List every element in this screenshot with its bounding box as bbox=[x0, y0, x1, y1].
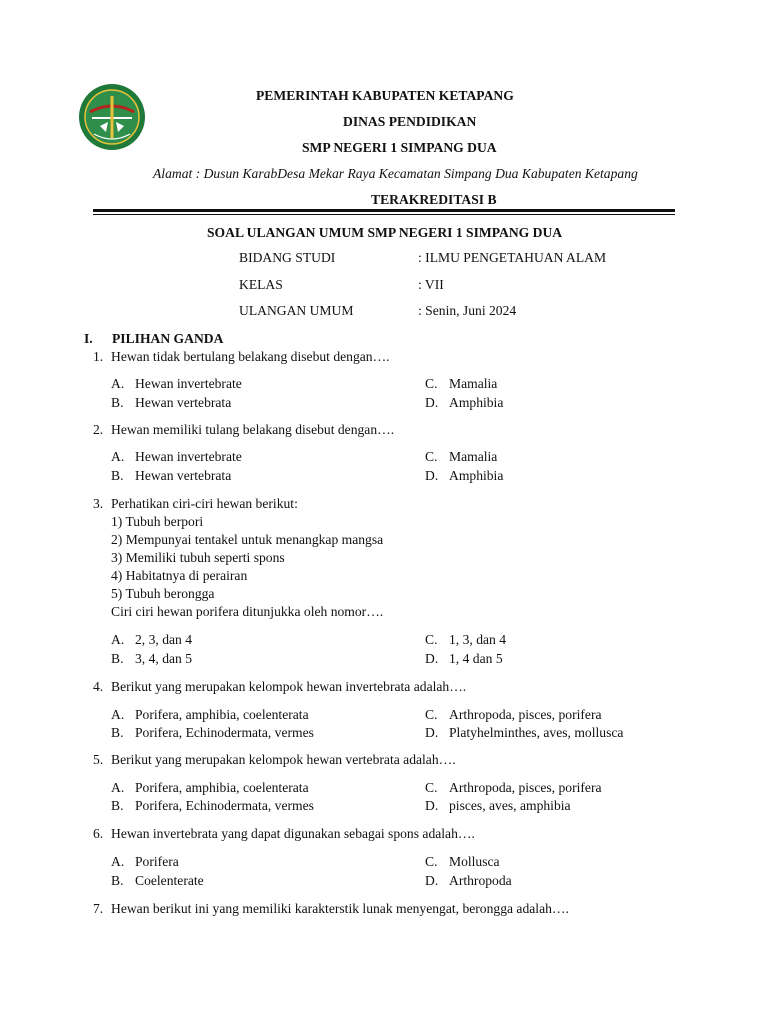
option-d[interactable]: D. Amphibia bbox=[425, 468, 504, 483]
option-a[interactable]: A. Porifera, amphibia, coelenterata bbox=[111, 707, 309, 722]
option-d[interactable]: D. pisces, aves, amphibia bbox=[425, 798, 571, 813]
option-c[interactable]: C. Arthropoda, pisces, porifera bbox=[425, 780, 602, 795]
exam-title: SOAL ULANGAN UMUM SMP NEGERI 1 SIMPANG DUA bbox=[207, 225, 563, 240]
option-a[interactable]: A. Hewan invertebrate bbox=[111, 449, 242, 464]
accreditation-label: TERAKREDITASI B bbox=[371, 192, 497, 207]
option-d[interactable]: D. Amphibia bbox=[425, 395, 504, 410]
exam-info-label: KELAS bbox=[239, 277, 283, 292]
option-b[interactable]: B. 3, 4, dan 5 bbox=[111, 651, 193, 666]
question-number: 5. bbox=[93, 752, 104, 767]
question-text: Perhatikan ciri-ciri hewan berikut: bbox=[111, 496, 298, 511]
option-b[interactable]: B. Porifera, Echinodermata, vermes bbox=[111, 798, 314, 813]
question bbox=[93, 901, 569, 917]
question-number: 3. bbox=[93, 496, 104, 511]
question-text: Berikut yang merupakan kelompok hewan vertebrata adalah…. bbox=[111, 752, 456, 767]
exam-info-value: : ILMU PENGETAHUAN ALAM bbox=[418, 250, 607, 265]
question-text: Hewan memiliki tulang belakang disebut dengan…. bbox=[111, 422, 395, 437]
option-a[interactable]: A. Porifera, amphibia, coelenterata bbox=[111, 780, 309, 795]
option-d[interactable]: D. 1, 4 dan 5 bbox=[425, 651, 503, 666]
question bbox=[93, 496, 298, 512]
section-numeral: I. bbox=[84, 331, 93, 346]
question bbox=[93, 422, 394, 438]
header-line3: SMP NEGERI 1 SIMPANG DUA bbox=[302, 140, 497, 155]
list-item: 5) Tubuh berongga bbox=[111, 586, 215, 601]
option-c[interactable]: C. Mollusca bbox=[425, 854, 500, 869]
header-divider-thick bbox=[93, 209, 675, 212]
option-d[interactable]: D. Arthropoda bbox=[425, 873, 512, 888]
exam-info-value: : VII bbox=[418, 277, 444, 292]
question bbox=[93, 826, 475, 842]
option-d[interactable]: D. Platyhelminthes, aves, mollusca bbox=[425, 725, 624, 740]
question-text: Hewan berikut ini yang memiliki karakterstik lunak menyengat, berongga adalah…. bbox=[111, 901, 569, 916]
header-divider-thin bbox=[93, 214, 675, 215]
list-item: 1) Tubuh berpori bbox=[111, 514, 204, 529]
school-address: Alamat : Dusun KarabDesa Mekar Raya Kecamatan Simpang Dua Kabupaten Ketapang bbox=[153, 166, 638, 181]
question-text: Berikut yang merupakan kelompok hewan invertebrata adalah…. bbox=[111, 679, 467, 694]
exam-info-label: ULANGAN UMUM bbox=[239, 303, 354, 318]
option-a[interactable]: A. Hewan invertebrate bbox=[111, 376, 242, 391]
question bbox=[93, 349, 390, 365]
option-a[interactable]: A. Porifera bbox=[111, 854, 179, 869]
question-number: 6. bbox=[93, 826, 104, 841]
option-c[interactable]: C. Arthropoda, pisces, porifera bbox=[425, 707, 602, 722]
header-line1: PEMERINTAH KABUPATEN KETAPANG bbox=[256, 88, 514, 103]
option-c[interactable]: C. Mamalia bbox=[425, 376, 498, 391]
list-item: 2) Mempunyai tentakel untuk menangkap mangsa bbox=[111, 532, 384, 547]
question-number: 2. bbox=[93, 422, 104, 437]
list-item: 4) Habitatnya di perairan bbox=[111, 568, 248, 583]
question-number: 1. bbox=[93, 349, 104, 364]
question bbox=[93, 752, 456, 768]
question-number: 4. bbox=[93, 679, 104, 694]
option-b[interactable]: B. Porifera, Echinodermata, vermes bbox=[111, 725, 314, 740]
question-number: 7. bbox=[93, 901, 104, 916]
option-c[interactable]: C. 1, 3, dan 4 bbox=[425, 632, 507, 647]
question bbox=[93, 679, 466, 695]
exam-info-label: BIDANG STUDI bbox=[239, 250, 336, 265]
option-c[interactable]: C. Mamalia bbox=[425, 449, 498, 464]
option-a[interactable]: A. 2, 3, dan 4 bbox=[111, 632, 193, 647]
school-logo bbox=[76, 82, 148, 152]
option-b[interactable]: B. Hewan vertebrata bbox=[111, 468, 232, 483]
list-item: 3) Memiliki tubuh seperti spons bbox=[111, 550, 285, 565]
exam-info-value: : Senin, Juni 2024 bbox=[418, 303, 517, 318]
question-text: Hewan invertebrata yang dapat digunakan sebagai spons adalah…. bbox=[111, 826, 475, 841]
option-b[interactable]: B. Coelenterate bbox=[111, 873, 204, 888]
question-text: Hewan tidak bertulang belakang disebut dengan…. bbox=[111, 349, 390, 364]
section-title: PILIHAN GANDA bbox=[112, 331, 224, 346]
option-b[interactable]: B. Hewan vertebrata bbox=[111, 395, 232, 410]
question-prompt: Ciri ciri hewan porifera ditunjukka oleh nomor…. bbox=[111, 604, 384, 619]
header-line2: DINAS PENDIDIKAN bbox=[343, 114, 477, 129]
